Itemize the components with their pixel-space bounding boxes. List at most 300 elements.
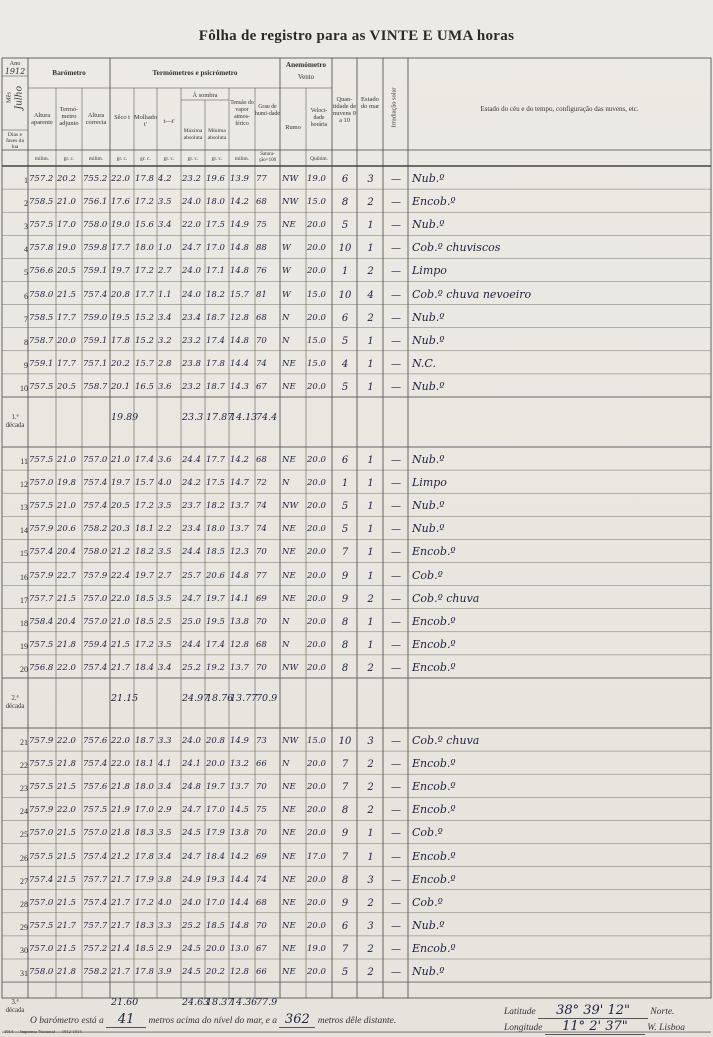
- rumo-cell: NW: [282, 662, 299, 673]
- sky-description: Cob.º chuva: [412, 591, 480, 605]
- table-row: [0, 959, 713, 982]
- vel-cell: 20.0: [307, 243, 326, 254]
- barometer-altitude: 41: [106, 1012, 146, 1028]
- molh-cell: 18.5: [135, 616, 154, 627]
- sky-description: Nub.º: [412, 453, 445, 467]
- termo-cell: 21.8: [57, 967, 76, 978]
- wind-header: Vento: [297, 73, 315, 81]
- year-value: 1912: [4, 67, 26, 76]
- diff-cell: 3.3: [158, 736, 172, 747]
- sky-description: Encob.º: [412, 849, 456, 863]
- decade-min-cell: 17.87: [206, 412, 234, 423]
- days-label: Dias e fases da lua: [6, 132, 24, 150]
- tens-cell: 14.2: [230, 197, 249, 208]
- min-cell: 18.0: [206, 524, 225, 535]
- diff-cell: 3.5: [158, 639, 172, 650]
- alt_ap-cell: 756.6: [29, 266, 54, 277]
- table-row: [0, 751, 713, 774]
- sky-description: Encob.º: [412, 872, 456, 886]
- latitude: [504, 1003, 674, 1019]
- grau-cell: 66: [256, 759, 267, 770]
- seco-cell: 22.0: [111, 759, 130, 770]
- min-cell: 18.2: [206, 501, 225, 512]
- seco-cell: 21.7: [111, 967, 130, 978]
- mar-cell: 1: [367, 616, 374, 628]
- vel-cell: 20.0: [307, 312, 326, 323]
- col-maxima: Máxima absoluta: [183, 128, 203, 141]
- diff-cell: 3.8: [158, 874, 172, 885]
- irr-cell: —: [391, 243, 401, 255]
- table-row: [0, 374, 713, 397]
- mar-cell: 3: [367, 874, 374, 886]
- alt_co-cell: 759.0: [83, 312, 108, 323]
- table-row: [0, 328, 713, 351]
- thermometers-header: Termómetros e psicrómetro: [152, 69, 238, 77]
- tens-cell: 14.8: [230, 243, 249, 254]
- min-cell: 17.7: [206, 455, 225, 466]
- min-cell: 18.7: [206, 381, 225, 392]
- table-row: [0, 235, 713, 258]
- alt_ap-cell: 757.9: [29, 736, 54, 747]
- alt_ap-cell: 757.7: [29, 593, 54, 604]
- min-cell: 17.0: [206, 897, 225, 908]
- grau-cell: 81: [256, 289, 267, 300]
- alt_ap-cell: 757.5: [29, 639, 54, 650]
- rumo-cell: NE: [282, 524, 296, 535]
- alt_co-cell: 757.4: [83, 501, 108, 512]
- max-cell: 25.2: [182, 662, 201, 673]
- alt_ap-cell: 757.8: [29, 243, 54, 254]
- max-cell: 23.8: [182, 358, 201, 369]
- diff-cell: 2.7: [158, 266, 172, 277]
- irr-cell: —: [391, 874, 401, 886]
- sky-description: Encob.º: [412, 660, 456, 674]
- mar-cell: 2: [367, 662, 374, 674]
- molh-cell: 17.8: [135, 851, 154, 862]
- mar-cell: 1: [367, 524, 374, 536]
- termo-cell: 21.5: [57, 593, 76, 604]
- mar-cell: 1: [367, 455, 374, 467]
- day-number: 15: [20, 549, 28, 559]
- min-cell: 17.8: [206, 358, 225, 369]
- day-number: 20: [20, 664, 28, 674]
- printer-line: 1914 — Imprensa Nacional — 1912-1914: [4, 1029, 82, 1034]
- diff-cell: 3.5: [158, 501, 172, 512]
- alt_co-cell: 758.7: [83, 381, 108, 392]
- col-altura-aparente: Altura aparente: [31, 112, 53, 126]
- irr-cell: —: [391, 570, 401, 582]
- table-row: [0, 258, 713, 281]
- seco-cell: 20.3: [111, 524, 130, 535]
- min-cell: 20.8: [206, 736, 225, 747]
- sky-description: Cob.º chuviscos: [412, 241, 501, 255]
- diff-cell: 1.1: [158, 289, 172, 300]
- unit-min: gr. c.: [211, 156, 223, 162]
- nuvens-cell: 1: [341, 266, 349, 278]
- molh-cell: 18.1: [135, 759, 154, 770]
- sky-description: Encob.º: [412, 941, 456, 955]
- diff-cell: 2.2: [158, 524, 172, 535]
- diff-cell: 2.9: [158, 805, 172, 816]
- rumo-cell: NE: [282, 920, 296, 931]
- tens-cell: 14.4: [230, 874, 249, 885]
- rumo-cell: NE: [282, 828, 296, 839]
- decade-grau-cell: 74.4: [256, 412, 278, 423]
- seco-cell: 21.7: [111, 897, 130, 908]
- decade-min-cell: 18.76: [206, 693, 234, 704]
- nuvens-cell: 7: [341, 547, 349, 559]
- day-number: 28: [20, 899, 28, 909]
- seco-cell: 20.8: [111, 289, 130, 300]
- mar-cell: 3: [367, 920, 374, 932]
- irr-cell: —: [391, 967, 401, 979]
- table-row: [0, 867, 713, 890]
- min-cell: 19.7: [206, 782, 225, 793]
- termo-cell: 21.5: [57, 289, 76, 300]
- seco-cell: 20.5: [111, 501, 130, 512]
- sky-description: Nub.º: [412, 333, 445, 347]
- day-number: 22: [20, 761, 28, 771]
- col-termometro-adjunto: Termó-metro adjunto: [59, 106, 79, 127]
- sky-description: Encob.º: [412, 780, 456, 794]
- diff-cell: 1.0: [158, 243, 172, 254]
- nuvens-cell: 5: [341, 220, 349, 232]
- max-cell: 24.4: [182, 455, 201, 466]
- mar-cell: 3: [367, 736, 374, 748]
- mar-cell: 1: [367, 335, 374, 347]
- day-number: 2: [24, 199, 28, 209]
- nuvens-cell: 4: [341, 358, 349, 370]
- alt_co-cell: 757.4: [83, 662, 108, 673]
- col-molhado: Molhado t': [134, 114, 158, 128]
- termo-cell: 20.2: [57, 174, 76, 185]
- irr-cell: —: [391, 897, 401, 909]
- molh-cell: 18.7: [135, 736, 154, 747]
- diff-cell: 3.3: [158, 920, 172, 931]
- grau-cell: 75: [256, 220, 267, 231]
- table-row: [0, 655, 713, 678]
- decade-max-cell: 23.3: [182, 412, 204, 423]
- vel-cell: 20.0: [307, 547, 326, 558]
- unit-molh: gr. c.: [140, 156, 151, 162]
- termo-cell: 21.0: [57, 455, 76, 466]
- col-estado-ceu: Estado do céu e do tempo, configuração das nuvens, etc.: [480, 105, 639, 113]
- col-minima: Mínima absoluta: [207, 128, 227, 141]
- tens-cell: 14.4: [230, 897, 249, 908]
- max-cell: 23.2: [182, 381, 201, 392]
- alt_co-cell: 757.4: [83, 478, 108, 489]
- termo-cell: 21.5: [57, 782, 76, 793]
- max-cell: 24.7: [182, 593, 201, 604]
- termo-cell: 20.4: [57, 616, 76, 627]
- decade-grau-cell: 70.9: [256, 693, 278, 704]
- molh-cell: 16.5: [135, 381, 154, 392]
- diff-cell: 3.2: [158, 335, 172, 346]
- seco-cell: 22.4: [111, 570, 130, 581]
- mar-cell: 3: [367, 174, 374, 186]
- rumo-cell: NE: [282, 967, 296, 978]
- nuvens-cell: 7: [341, 759, 349, 771]
- vel-cell: 20.0: [307, 478, 326, 489]
- alt_co-cell: 755.2: [83, 174, 108, 185]
- diff-cell: 4.0: [158, 897, 172, 908]
- diff-cell: 4.0: [158, 478, 172, 489]
- day-number: 8: [24, 337, 28, 347]
- day-number: 3: [24, 222, 28, 232]
- alt_ap-cell: 757.5: [29, 851, 54, 862]
- irr-cell: —: [391, 220, 401, 232]
- rumo-cell: NE: [282, 805, 296, 816]
- decade-seco-cell: 21.15: [111, 693, 139, 704]
- termo-cell: 20.5: [57, 266, 76, 277]
- grau-cell: 68: [256, 639, 267, 650]
- rumo-cell: W: [282, 289, 291, 300]
- max-cell: 25.2: [182, 920, 201, 931]
- molh-cell: 15.7: [135, 478, 154, 489]
- irr-cell: —: [391, 358, 401, 370]
- table-row: [0, 609, 713, 632]
- nuvens-cell: 8: [341, 874, 349, 886]
- max-cell: 24.8: [182, 782, 201, 793]
- anemometer-header: Anemómetro: [285, 61, 327, 69]
- year-label: Ano: [9, 60, 21, 67]
- vel-cell: 20.0: [307, 524, 326, 535]
- min-cell: 18.5: [206, 547, 225, 558]
- alt_ap-cell: 757.5: [29, 220, 54, 231]
- alt_co-cell: 757.7: [83, 874, 108, 885]
- max-cell: 24.2: [182, 478, 201, 489]
- vel-cell: 20.0: [307, 759, 326, 770]
- alt_co-cell: 757.4: [83, 897, 108, 908]
- rumo-cell: NE: [282, 570, 296, 581]
- max-cell: 24.4: [182, 547, 201, 558]
- irr-cell: —: [391, 547, 401, 559]
- alt_ap-cell: 757.5: [29, 381, 54, 392]
- alt_co-cell: 756.1: [83, 197, 108, 208]
- min-cell: 17.0: [206, 805, 225, 816]
- table-row: [0, 189, 713, 212]
- molh-cell: 15.7: [135, 358, 154, 369]
- alt_co-cell: 757.4: [83, 289, 108, 300]
- rumo-cell: NE: [282, 897, 296, 908]
- vel-cell: 20.0: [307, 266, 326, 277]
- alt_co-cell: 757.6: [83, 782, 108, 793]
- tens-cell: 14.4: [230, 358, 249, 369]
- sky-description: N.C.: [412, 356, 436, 370]
- termo-cell: 20.4: [57, 547, 76, 558]
- sky-description: Nub.º: [412, 379, 445, 393]
- seco-cell: 21.0: [111, 616, 130, 627]
- table-row: [0, 820, 713, 843]
- termo-cell: 21.5: [57, 943, 76, 954]
- max-cell: 24.0: [182, 736, 201, 747]
- unit-max: gr. c.: [187, 156, 199, 162]
- tens-cell: 14.8: [230, 920, 249, 931]
- col-seco: Sêco t: [114, 114, 130, 121]
- rumo-cell: NE: [282, 358, 296, 369]
- alt_ap-cell: 757.9: [29, 570, 54, 581]
- alt_ap-cell: 758.5: [29, 197, 54, 208]
- min-cell: 19.5: [206, 616, 225, 627]
- irr-cell: —: [391, 501, 401, 513]
- seco-cell: 21.0: [111, 455, 130, 466]
- nuvens-cell: 6: [341, 455, 349, 467]
- rumo-cell: N: [282, 312, 290, 323]
- nuvens-cell: 7: [341, 851, 349, 863]
- decade-label: 2.ª década: [5, 695, 25, 710]
- molh-cell: 17.2: [135, 266, 154, 277]
- rumo-cell: NE: [282, 547, 296, 558]
- day-number: 5: [24, 268, 28, 278]
- mar-cell: 2: [367, 197, 374, 209]
- decade-grau-cell: 77.9: [256, 997, 278, 1009]
- tens-cell: 14.1: [230, 593, 249, 604]
- alt_ap-cell: 758.7: [29, 335, 54, 346]
- irr-cell: —: [391, 828, 401, 840]
- irr-cell: —: [391, 593, 401, 605]
- max-cell: 24.4: [182, 639, 201, 650]
- decade-tens-cell: 14.36: [230, 997, 258, 1009]
- diff-cell: 2.7: [158, 570, 172, 581]
- max-cell: 24.7: [182, 805, 201, 816]
- nuvens-cell: 6: [341, 920, 349, 932]
- diff-cell: 2.5: [158, 616, 172, 627]
- min-cell: 17.5: [206, 478, 225, 489]
- day-number: 25: [20, 830, 28, 840]
- molh-cell: 17.9: [135, 874, 154, 885]
- vel-cell: 19.0: [307, 174, 326, 185]
- col-altura-correcta: Altura correcta: [85, 112, 107, 126]
- table-row: [0, 282, 713, 305]
- table-row: [0, 936, 713, 959]
- termo-cell: 21.7: [57, 920, 76, 931]
- diff-cell: 4.2: [158, 174, 172, 185]
- rumo-cell: NW: [282, 736, 299, 747]
- min-cell: 20.0: [206, 759, 225, 770]
- day-number: 27: [20, 876, 28, 886]
- alt_co-cell: 757.6: [83, 736, 108, 747]
- nuvens-cell: 8: [341, 805, 349, 817]
- molh-cell: 15.2: [135, 335, 154, 346]
- alt_ap-cell: 757.0: [29, 478, 54, 489]
- nuvens-cell: 8: [341, 662, 349, 674]
- max-cell: 22.0: [182, 220, 201, 231]
- grau-cell: 70: [256, 616, 267, 627]
- mar-cell: 2: [367, 266, 374, 278]
- sky-description: Cob.º: [412, 895, 443, 909]
- grau-cell: 88: [256, 243, 267, 254]
- seco-cell: 19.7: [111, 478, 130, 489]
- page-title: Fôlha de registro para as VINTE E UMA horas: [198, 28, 515, 44]
- grau-cell: 70: [256, 828, 267, 839]
- molh-cell: 18.0: [135, 782, 154, 793]
- termo-cell: 21.0: [57, 197, 76, 208]
- col-rumo: Rumo: [285, 124, 301, 131]
- mar-cell: 1: [367, 243, 374, 255]
- unit-alt-ap: milim.: [34, 156, 50, 162]
- vel-cell: 20.0: [307, 381, 326, 392]
- grau-cell: 70: [256, 782, 267, 793]
- mar-cell: 2: [367, 805, 374, 817]
- sky-description: Cob.º chuva: [412, 734, 480, 748]
- termo-cell: 22.0: [57, 805, 76, 816]
- max-cell: 24.1: [182, 759, 201, 770]
- grau-cell: 66: [256, 967, 267, 978]
- termo-cell: 20.6: [57, 524, 76, 535]
- seco-cell: 21.5: [111, 639, 130, 650]
- max-cell: 23.4: [182, 524, 201, 535]
- nuvens-cell: 6: [341, 312, 349, 324]
- irr-cell: —: [391, 335, 401, 347]
- day-number: 23: [20, 784, 28, 794]
- max-cell: 25.7: [182, 570, 201, 581]
- molh-cell: 18.0: [135, 243, 154, 254]
- vel-cell: 20.0: [307, 639, 326, 650]
- footnote-text-1: O barómetro está a: [30, 1016, 104, 1026]
- day-number: 29: [20, 922, 28, 932]
- grau-cell: 68: [256, 197, 267, 208]
- nuvens-cell: 10: [338, 289, 352, 301]
- nuvens-cell: 6: [341, 174, 349, 186]
- max-cell: 24.7: [182, 851, 201, 862]
- decade-tens-cell: 14.13: [230, 412, 258, 423]
- alt_ap-cell: 757.5: [29, 455, 54, 466]
- nuvens-cell: 1: [341, 478, 349, 490]
- alt_ap-cell: 758.0: [29, 967, 54, 978]
- alt_ap-cell: 757.9: [29, 524, 54, 535]
- molh-cell: 18.5: [135, 943, 154, 954]
- table-row: [0, 305, 713, 328]
- molh-cell: 17.0: [135, 805, 154, 816]
- molh-cell: 15.6: [135, 220, 154, 231]
- min-cell: 18.0: [206, 197, 225, 208]
- rumo-cell: N: [282, 335, 290, 346]
- grau-cell: 68: [256, 897, 267, 908]
- grau-cell: 70: [256, 547, 267, 558]
- grau-cell: 68: [256, 455, 267, 466]
- tens-cell: 13.8: [230, 828, 249, 839]
- vel-cell: 20.0: [307, 220, 326, 231]
- molh-cell: 17.2: [135, 639, 154, 650]
- grau-cell: 76: [256, 266, 267, 277]
- day-number: 21: [20, 738, 28, 748]
- alt_co-cell: 757.4: [83, 851, 108, 862]
- nuvens-cell: 7: [341, 782, 349, 794]
- irr-cell: —: [391, 616, 401, 628]
- irr-cell: —: [391, 782, 401, 794]
- nuvens-cell: 10: [338, 736, 352, 748]
- termo-cell: 21.0: [57, 501, 76, 512]
- max-cell: 24.5: [182, 943, 201, 954]
- diff-cell: 3.5: [158, 593, 172, 604]
- sky-description: Limpo: [412, 264, 447, 278]
- latitude-label: Latitude: [504, 1007, 536, 1017]
- vel-cell: 20.0: [307, 782, 326, 793]
- termo-cell: 22.7: [57, 570, 76, 581]
- mar-cell: 2: [367, 759, 374, 771]
- alt_ap-cell: 757.0: [29, 943, 54, 954]
- tens-cell: 14.2: [230, 851, 249, 862]
- tens-cell: 13.0: [230, 943, 249, 954]
- min-cell: 17.4: [206, 335, 225, 346]
- min-cell: 18.5: [206, 920, 225, 931]
- sky-description: Encob.º: [412, 195, 456, 209]
- irr-cell: —: [391, 524, 401, 536]
- mar-cell: 4: [367, 289, 374, 301]
- vel-cell: 20.0: [307, 616, 326, 627]
- sky-description: Nub.º: [412, 499, 445, 513]
- latitude-value: 38° 39' 12": [538, 1003, 648, 1019]
